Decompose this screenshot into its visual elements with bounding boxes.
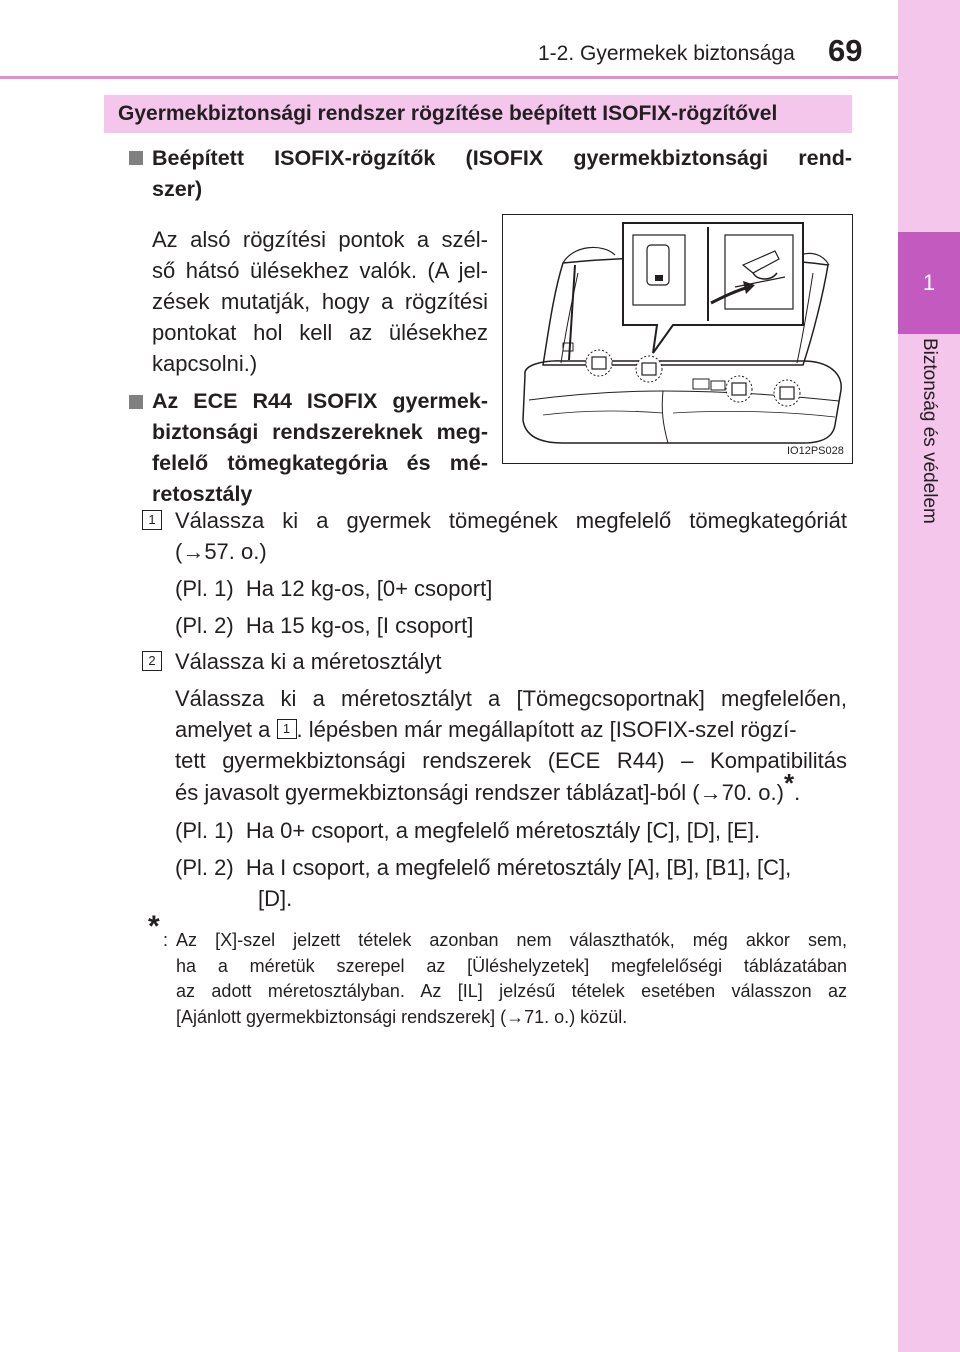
footnote-star: * — [148, 910, 160, 943]
step2-example2-line1: (Pl. 2) Ha I csoport, a megfelelő méretosztály [A], [B], [B1], [C], — [175, 855, 792, 880]
header-rule — [0, 76, 898, 79]
footnote-line: Az [X]-szel jelzett tételek azonban nem választhatók, még akkor sem, — [176, 930, 847, 950]
step-reference-badge: 1 — [277, 719, 297, 739]
step2-example2-line2: [D]. — [258, 886, 293, 911]
isofix-marker-icon — [774, 380, 800, 406]
illustration-code: IO12PS028 — [787, 445, 844, 457]
block1-body-line: Az alsó rögzítési pontok a szél- — [152, 227, 488, 252]
step2-title: Válassza ki a méretosztályt — [175, 649, 442, 674]
block2-heading-line: retosztály — [152, 482, 253, 506]
step1-line2: (→57. o.) — [175, 539, 267, 564]
step1-line1: Válassza ki a gyermek tömegének megfelelő tömegkategóriát — [175, 508, 847, 533]
rear-seat-isofix-drawing — [503, 215, 852, 463]
step-number-badge: 2 — [142, 651, 162, 671]
block2-heading-line: biztonsági rendszereknek meg- — [152, 420, 488, 444]
isofix-marker-icon — [636, 356, 662, 382]
footnote-star-ref: * — [783, 768, 795, 798]
chapter-number: 1 — [922, 270, 936, 295]
step2-paragraph-line2 — [175, 714, 847, 745]
step2-paragraph-line1: Válassza ki a méretosztályt a [Tömegcsoportnak] megfelelően, — [175, 686, 847, 711]
section-title: Gyermekbiztonsági rendszer rögzítése beépített ISOFIX-rögzítővel — [118, 102, 778, 125]
block1-body-line: zések mutatják, hogy a rögzítési — [152, 289, 488, 314]
running-header-section: 1-2. Gyermekek biztonsága — [538, 42, 795, 65]
isofix-seat-illustration — [502, 214, 853, 464]
step2-line4-text: és javasolt gyermekbiztonsági rendszer táblázat]-ból (→70. o.) — [175, 780, 784, 805]
bullet-square-icon — [129, 395, 143, 409]
step1-example2: (Pl. 2) Ha 15 kg-os, [I csoport] — [175, 613, 474, 638]
chapter-title: Biztonság és védelem — [919, 338, 940, 524]
block1-body — [152, 224, 488, 379]
page-number: 69 — [828, 33, 863, 68]
block1-heading-line1: Beépített ISOFIX-rögzítők (ISOFIX gyermekbiztonsági rend- — [152, 146, 852, 170]
footnote-line: [Ajánlott gyermekbiztonsági rendszerek] (→71. o.) közül. — [176, 1006, 628, 1027]
footnote-line: az adott méretosztályban. Az [IL] jelzésű tételek esetében válasszon az — [176, 981, 847, 1001]
block1-body-line: ső hátsó ülésekhez valók. (A jel- — [152, 258, 488, 283]
block1-heading-line2: szer) — [152, 177, 203, 201]
isofix-marker-icon — [726, 376, 752, 402]
block1-body-line: pontokat hol kell az ülésekhez — [152, 320, 488, 345]
step2-line2-text: amelyet a — [175, 717, 271, 742]
step2-paragraph-line3: tett gyermekbiztonsági rendszerek (ECE R44) – Kompatibilitás — [175, 748, 847, 773]
step2-paragraph-line4 — [175, 768, 801, 808]
bullet-square-icon — [129, 151, 143, 165]
footnote-text — [176, 928, 847, 1030]
chapter-title-vertical — [898, 338, 960, 578]
step1-example1: (Pl. 1) Ha 12 kg-os, [0+ csoport] — [175, 576, 493, 601]
chapter-side-tab — [898, 0, 960, 1352]
step-number-badge: 1 — [142, 510, 162, 530]
step2-line4-end: . — [794, 780, 801, 805]
footnote-line: ha a méretük szerepel az [Üléshelyzetek] megfelelőségi táblázatában — [176, 955, 847, 976]
block2-heading — [152, 386, 488, 510]
step2-line2-text: . lépésben már megállapított az [ISOFIX-szel rögzí- — [296, 717, 797, 742]
block2-heading-line: felelő tömegkategória és mé- — [152, 451, 488, 475]
block1-body-line: kapcsolni.) — [152, 351, 258, 376]
footnote-colon: : — [163, 930, 169, 950]
step2-example1: (Pl. 1) Ha 0+ csoport, a megfelelő méretosztály [C], [D], [E]. — [175, 818, 761, 843]
block2-heading-line: Az ECE R44 ISOFIX gyermek- — [152, 389, 488, 413]
isofix-marker-icon — [586, 350, 612, 376]
